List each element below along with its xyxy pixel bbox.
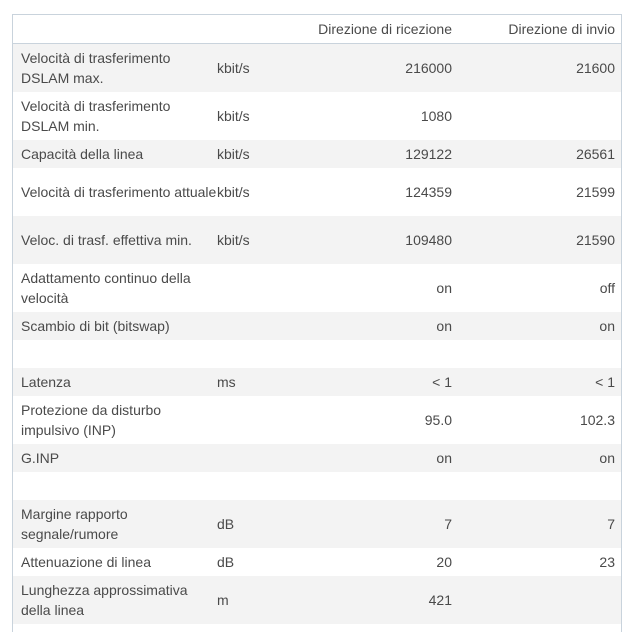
row-send-value: 26561 [576, 146, 615, 162]
row-unit: kbit/s [217, 60, 250, 76]
row-label: Velocità di trasferimento attuale [21, 184, 217, 200]
header-send: Direzione di invio [508, 21, 615, 37]
row-receive-value: 7 [444, 516, 452, 532]
row-unit: kbit/s [217, 184, 250, 200]
row-send-value: 23 [599, 554, 615, 570]
table-row [13, 624, 621, 632]
row-label: Velocità di trasferimento DSLAM max. [21, 50, 171, 86]
table-header [13, 15, 621, 44]
row-receive-value: 129122 [405, 146, 452, 162]
row-send-value: 21599 [576, 184, 615, 200]
row-label: Capacità della linea [21, 146, 144, 162]
row-send-value: on [599, 450, 615, 466]
row-unit: ms [217, 374, 236, 390]
table-row [13, 312, 621, 340]
row-unit: dB [217, 554, 235, 570]
row-receive-value: 421 [428, 592, 452, 608]
row-receive-value: 124359 [405, 184, 452, 200]
row-label: G.INP [21, 450, 60, 466]
row-label: Attenuazione di linea [21, 554, 151, 570]
row-send-value: 102.3 [579, 412, 615, 428]
row-receive-value: 109480 [405, 232, 452, 248]
row-send-value: 21600 [576, 60, 615, 76]
table-row [13, 368, 621, 396]
row-send-value: 21590 [576, 232, 615, 248]
row-label: Adattamento continuo della velocità [21, 270, 191, 306]
table-row [13, 44, 621, 92]
row-label: Velocità di trasferimento DSLAM min. [21, 98, 171, 134]
table-row [13, 168, 621, 216]
dsl-info-table [12, 14, 622, 632]
row-receive-value: 216000 [405, 60, 452, 76]
row-label: Latenza [21, 374, 71, 390]
row-receive-value: on [436, 318, 452, 334]
row-label: Lunghezza approssimativa della linea [21, 582, 188, 618]
header-receive: Direzione di ricezione [318, 21, 452, 37]
row-receive-value: 95.0 [424, 412, 452, 428]
table-row [13, 472, 621, 500]
table-row [13, 216, 621, 264]
row-send-value: on [599, 318, 615, 334]
row-send-value: < 1 [595, 374, 615, 390]
row-receive-value: on [436, 280, 452, 296]
table-row [13, 576, 621, 624]
table-row [13, 340, 621, 368]
row-label: Veloc. di trasf. effettiva min. [21, 232, 192, 248]
table-row [13, 264, 621, 312]
row-label: Margine rapporto segnale/rumore [21, 506, 128, 542]
row-label: Protezione da disturbo impulsivo (INP) [21, 402, 162, 438]
row-label: Scambio di bit (bitswap) [21, 318, 170, 334]
row-receive-value: < 1 [432, 374, 452, 390]
table-row [13, 396, 621, 444]
row-unit: dB [217, 516, 235, 532]
row-send-value: off [599, 280, 615, 296]
table-row [13, 140, 621, 168]
table-row [13, 548, 621, 576]
row-receive-value: 20 [436, 554, 452, 570]
row-receive-value: on [436, 450, 452, 466]
row-unit: m [217, 592, 229, 608]
row-send-value: 7 [607, 516, 615, 532]
table-row [13, 444, 621, 472]
row-unit: kbit/s [217, 232, 250, 248]
table-row [13, 92, 621, 140]
row-unit: kbit/s [217, 108, 250, 124]
table-row [13, 500, 621, 548]
row-receive-value: 1080 [420, 108, 452, 124]
row-unit: kbit/s [217, 146, 250, 162]
